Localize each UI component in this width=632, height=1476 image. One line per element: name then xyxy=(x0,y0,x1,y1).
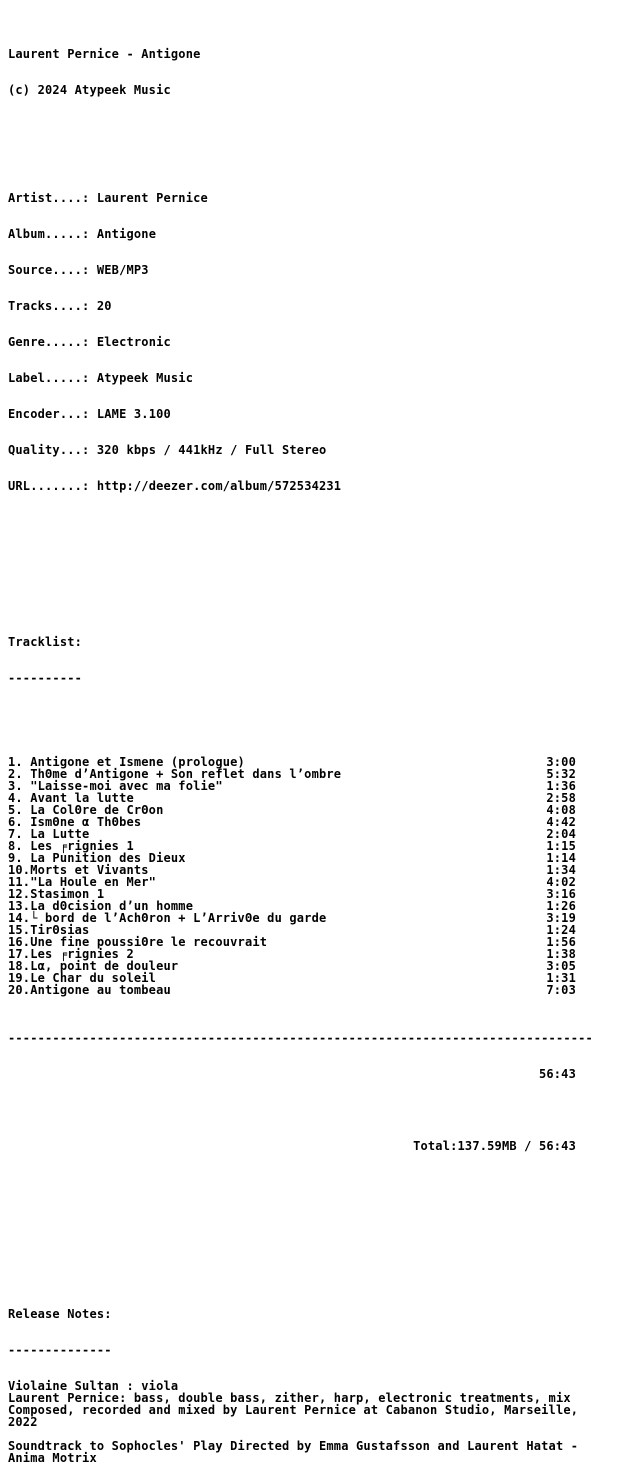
spacer xyxy=(8,1224,632,1236)
info-url: URL.......: http://deezer.com/album/572534231 xyxy=(8,479,342,493)
track-duration: 3:00 xyxy=(546,755,576,769)
track-duration: 4:02 xyxy=(546,875,576,889)
release-note-line: Laurent Pernice: bass, double bass, zither, harp, electronic treatments, mix xyxy=(8,1391,571,1405)
track-title: 1. Antigone et Ismene (prologue) xyxy=(8,755,245,769)
info-artist: Artist....: Laurent Pernice xyxy=(8,191,208,205)
tracklist-underline: ---------- xyxy=(8,671,83,685)
track-title: 2. ThΘme d’Antigone + Son reflet dans l’ombre xyxy=(8,767,342,781)
info-album: Album.....: Antigone xyxy=(8,227,157,241)
info-label: Label.....: Atypeek Music xyxy=(8,371,194,385)
info-encoder: Encoder...: LAME 3.100 xyxy=(8,407,171,421)
info-quality: Quality...: 320 kbps / 441kHz / Full Stereo xyxy=(8,443,327,457)
spacer xyxy=(8,1188,632,1200)
track-row xyxy=(8,912,576,924)
track-title: 6. IsmΘne α ThΘbes xyxy=(8,815,142,829)
release-notes-heading: Release Notes: xyxy=(8,1307,112,1321)
spacer xyxy=(8,588,632,600)
track-duration: 1:24 xyxy=(546,923,576,937)
release-notes-body xyxy=(8,1380,632,1464)
track-title: 18.Lα, point de douleur xyxy=(8,959,179,973)
track-duration: 5:32 xyxy=(546,767,576,781)
release-note-line: Violaine Sultan : viola xyxy=(8,1379,179,1393)
tracklist-heading: Tracklist: xyxy=(8,635,83,649)
track-duration: 1:26 xyxy=(546,899,576,913)
spacer xyxy=(8,1104,632,1116)
track-duration: 1:36 xyxy=(546,779,576,793)
track-title: 17.Les ╒rignies 2 xyxy=(8,947,134,961)
spacer xyxy=(8,552,632,564)
track-title: 9. La Punition des Dieux xyxy=(8,851,186,865)
spacer xyxy=(8,1260,632,1272)
release-note-line: Composed, recorded and mixed by Laurent Pernice at Cabanon Studio, Marseille, xyxy=(8,1403,579,1417)
track-duration: 1:56 xyxy=(546,935,576,949)
track-title: 5. La ColΘre de CrΘon xyxy=(8,803,164,817)
total-duration: 56:43 xyxy=(538,1067,576,1081)
track-duration: 1:38 xyxy=(546,947,576,961)
track-duration: 1:31 xyxy=(546,971,576,985)
spacer xyxy=(8,708,632,720)
track-title: 19.Le Char du soleil xyxy=(8,971,157,985)
track-title: 11."La Houle en Mer" xyxy=(8,875,157,889)
track-title: 12.Stasimon 1 xyxy=(8,887,105,901)
release-note-line: 2022 xyxy=(8,1415,38,1429)
track-list xyxy=(8,756,632,996)
track-row xyxy=(8,984,576,996)
track-duration: 3:16 xyxy=(546,887,576,901)
track-title: 14.└ bord de l’AchΘron + L’ArrivΘe du garde xyxy=(8,911,327,925)
release-title: Laurent Pernice - Antigone xyxy=(8,47,201,61)
tracklist-separator: ------------------------------------------------------------------------------- xyxy=(8,1031,593,1045)
track-duration: 1:34 xyxy=(546,863,576,877)
track-title: 15.TirΘsias xyxy=(8,923,90,937)
track-duration: 4:08 xyxy=(546,803,576,817)
track-duration: 2:58 xyxy=(546,791,576,805)
info-tracks: Tracks....: 20 xyxy=(8,299,112,313)
track-duration: 3:05 xyxy=(546,959,576,973)
release-note-line: Anima Motrix xyxy=(8,1451,97,1465)
track-duration: 1:14 xyxy=(546,851,576,865)
track-title: 10.Morts et Vivants xyxy=(8,863,149,877)
total-size-line: Total:137.59MB / 56:43 xyxy=(413,1139,576,1153)
track-title: 7. La Lutte xyxy=(8,827,90,841)
track-duration: 3:19 xyxy=(546,911,576,925)
nfo-document xyxy=(8,24,632,1476)
track-title: 16.Une fine poussiΘre le recouvrait xyxy=(8,935,268,949)
track-title: 13.La dΘcision d’un homme xyxy=(8,899,194,913)
track-duration: 4:42 xyxy=(546,815,576,829)
release-notes-underline: -------------- xyxy=(8,1343,112,1357)
copyright-line: (c) 2024 Atypeek Music xyxy=(8,83,171,97)
info-genre: Genre.....: Electronic xyxy=(8,335,171,349)
release-note-line: Soundtrack to Sophocles' Play Directed by Emma Gustafsson and Laurent Hatat - xyxy=(8,1439,579,1453)
info-source: Source....: WEB/MP3 xyxy=(8,263,149,277)
track-title: 8. Les ╒rignies 1 xyxy=(8,839,134,853)
track-duration: 2:04 xyxy=(546,827,576,841)
spacer xyxy=(8,120,632,132)
track-title: 3. "Laisse-moi avec ma folie" xyxy=(8,779,223,793)
info-block xyxy=(8,168,632,516)
track-title: 20.Antigone au tombeau xyxy=(8,983,171,997)
track-duration: 1:15 xyxy=(546,839,576,853)
track-title: 4. Avant la lutte xyxy=(8,791,134,805)
track-duration: 7:03 xyxy=(546,983,576,997)
track-row xyxy=(8,816,576,828)
